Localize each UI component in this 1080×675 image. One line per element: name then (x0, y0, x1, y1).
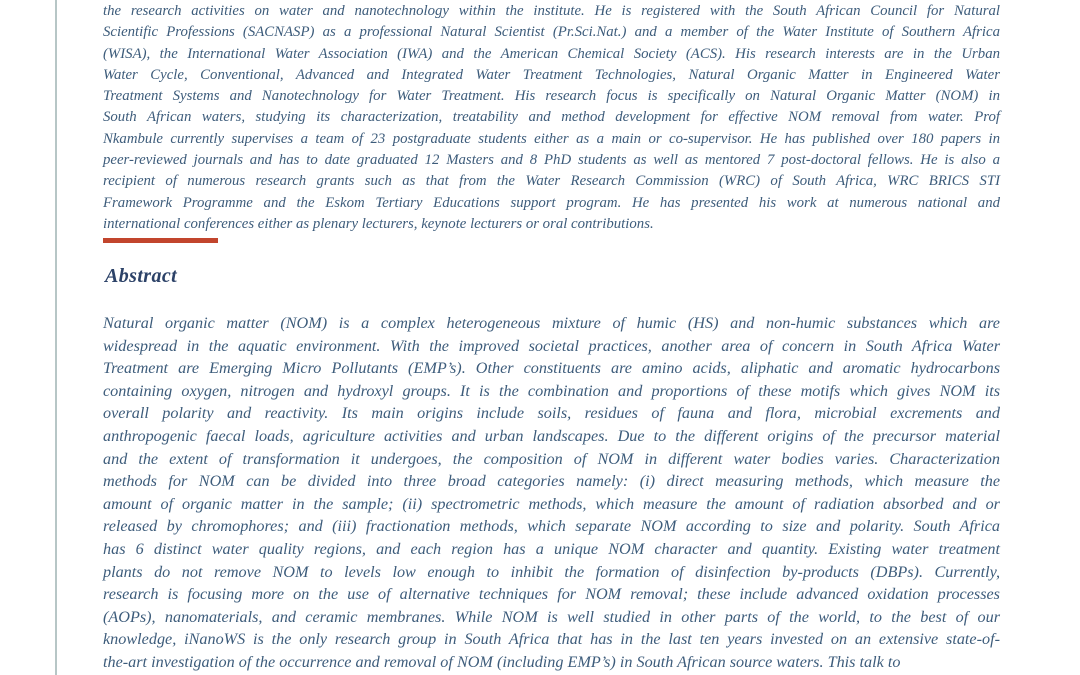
left-margin-rule (55, 0, 57, 675)
text-line: overall polarity and reactivity. Its main origins include soils, residues of fauna and flora, microbial excrements and (103, 404, 1000, 423)
text-line: plants do not remove NOM to levels low enough to inhibit the formation of disinfection by-products (DBPs). Currently, (103, 562, 1000, 581)
text-line: knowledge, iNanoWS is the only research group in South Africa that has in the last ten years invested on an extensive state-of- (103, 630, 1000, 649)
text-line: and the extent of transformation it undergoes, the composition of NOM in different water bodies varies. Characterization (103, 449, 1000, 468)
section-divider-rule (103, 238, 218, 243)
text-line: international conferences either as plenary lecturers, keynote lecturers or oral contributions. (103, 215, 654, 232)
text-line: has 6 distinct water quality regions, and each region has a unique NOM character and quantity. Existing water treatment (103, 539, 1000, 558)
bio-paragraph (103, 1, 1000, 235)
text-line: anthropogenic faecal loads, agriculture activities and urban landscapes. Due to the different origins of the precursor material (103, 426, 1000, 445)
text-line: widespread in the aquatic environment. With the improved societal practices, another area of concern in South Africa Water (103, 336, 1000, 355)
text-line: Nkambule currently supervises a team of 23 postgraduate students either as a main or co-supervisor. He has published over 180 papers in (103, 130, 1000, 147)
text-line: Framework Programme and the Eskom Tertiary Educations support program. He has presented his work at numerous national and (103, 194, 1000, 211)
text-line: containing oxygen, nitrogen and hydroxyl groups. It is the combination and proportions of these motifs which gives NOM its (103, 381, 1000, 400)
text-line: Water Cycle, Conventional, Advanced and Integrated Water Treatment Technologies, Natural Organic Matter in Engineered Water (103, 66, 1000, 83)
text-line: (WISA), the International Water Association (IWA) and the American Chemical Society (ACS). His research interests are in the Urban (103, 45, 1000, 62)
text-line: South African waters, studying its characterization, treatability and method development for effective NOM removal from water. Prof (103, 109, 1000, 126)
text-line: recipient of numerous research grants such as that from the Water Research Commission (WRC) of South Africa, WRC BRICS STI (103, 173, 1000, 190)
text-line: methods for NOM can be divided into three broad categories namely: (i) direct measuring methods, which measure the (103, 472, 1000, 491)
abstract-heading: Abstract (105, 265, 178, 287)
text-line: Natural organic matter (NOM) is a complex heterogeneous mixture of humic (HS) and non-humic substances which are (103, 314, 1000, 332)
text-line: Treatment Systems and Nanotechnology for Water Treatment. His research focus is specifically on Natural Organic Matter (NOM) in (103, 88, 1000, 105)
text-line: released by chromophores; and (iii) fractionation methods, which separate NOM according to size and polarity. South Africa (103, 517, 1000, 536)
text-line: (AOPs), nanomaterials, and ceramic membranes. While NOM is well studied in other parts of the world, to the best of our (103, 607, 1000, 626)
text-line: Scientific Professions (SACNASP) as a professional Natural Scientist (Pr.Sci.Nat.) and a member of the Water Institute of Southern Africa (103, 24, 1000, 41)
abstract-paragraph (103, 312, 1000, 674)
text-line: Treatment are Emerging Micro Pollutants (EMP’s). Other constituents are amino acids, aliphatic and aromatic hydrocarbons (103, 359, 1000, 378)
text-line: the-art investigation of the occurrence and removal of NOM (including EMP’s) in South African source waters. This talk to (103, 652, 901, 671)
text-line: research is focusing more on the use of alternative techniques for NOM removal; these include advanced oxidation processes (103, 585, 1000, 604)
text-line: the research activities on water and nanotechnology within the institute. He is registered with the South African Council for Natural (103, 3, 1000, 19)
text-line: peer-reviewed journals and has to date graduated 12 Masters and 8 PhD students as well as mentored 7 post-doctoral fellows. He is also a (103, 152, 1000, 169)
text-line: amount of organic matter in the sample; (ii) spectrometric methods, which measure the amount of radiation absorbed and or (103, 494, 1000, 513)
